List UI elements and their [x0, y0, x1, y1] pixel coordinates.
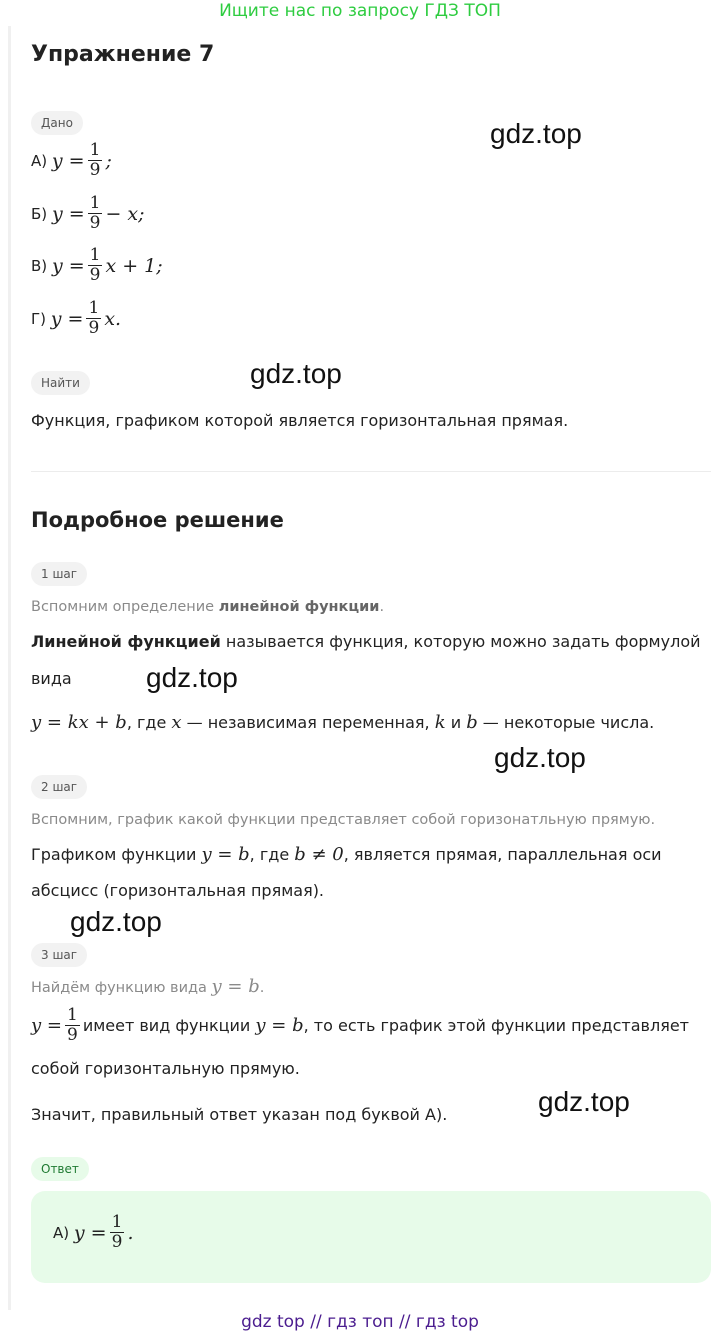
- step-text: имеет вид функции: [82, 1015, 251, 1035]
- option-lhs: y =: [50, 307, 84, 330]
- denominator: 9: [89, 213, 101, 233]
- option-lhs: y =: [51, 149, 85, 172]
- given-chip: Дано: [31, 111, 83, 135]
- option-v: [31, 246, 163, 285]
- option-letter: Г): [31, 309, 46, 328]
- formula-text: , где: [126, 713, 172, 732]
- find-chip: Найти: [31, 371, 90, 395]
- denominator: 9: [89, 160, 101, 180]
- step-text: Графиком функции: [31, 845, 202, 864]
- denominator: 9: [89, 265, 101, 285]
- option-letter: Б): [31, 204, 48, 223]
- answer-formula: [53, 1213, 133, 1252]
- definition-text: называется функция, которую можно задать формулой: [220, 632, 701, 651]
- solution-title: Подробное решение: [31, 508, 284, 532]
- step-2-text-line2: абсцисс (горизонтальная прямая).: [31, 881, 325, 900]
- step-2-text: [31, 844, 662, 866]
- watermark: gdz.top: [146, 662, 238, 693]
- footer-links[interactable]: gdz top // гдз топ // гдз top: [241, 1312, 479, 1332]
- step-2-hint: Вспомним, график какой функции представляет собой горизонатльную прямую.: [31, 812, 656, 828]
- watermark: gdz.top: [250, 358, 342, 389]
- option-letter: В): [31, 256, 48, 275]
- find-text: Функция, графиком которой является горизонтальная прямая.: [31, 411, 569, 430]
- numerator: 1: [111, 1212, 123, 1232]
- option-rest: x.: [104, 307, 122, 330]
- numerator: 1: [88, 298, 100, 318]
- step-1-chip: 1 шаг: [31, 562, 87, 586]
- step-3-text: [31, 1006, 689, 1045]
- step-1-definition: [31, 631, 701, 653]
- hint-text: Найдём функцию вида: [31, 980, 212, 996]
- hint-suffix: .: [379, 599, 385, 615]
- top-banner: Ищите нас по запросу ГДЗ ТОП: [219, 1, 501, 21]
- hint-suffix: .: [259, 980, 265, 996]
- step-3-chip: 3 шаг: [31, 943, 87, 967]
- formula-text: — независимая переменная,: [181, 713, 435, 732]
- var-b: b: [466, 712, 478, 733]
- definition-term: Линейной функцией: [31, 632, 221, 651]
- answer-chip: Ответ: [31, 1157, 89, 1181]
- step-1-definition-line2: вида: [31, 669, 72, 688]
- option-g: [31, 299, 121, 338]
- denominator: 9: [88, 318, 100, 338]
- option-lhs: y =: [51, 254, 85, 277]
- hint-bold: линейной функции: [218, 599, 380, 615]
- option-a: [31, 141, 112, 180]
- fraction: [110, 1213, 125, 1252]
- numerator: 1: [89, 140, 101, 160]
- option-lhs: y =: [51, 202, 85, 225]
- option-rest: ;: [105, 149, 112, 172]
- divider: [31, 471, 711, 472]
- option-lhs: y =: [73, 1221, 107, 1244]
- option-rest: .: [127, 1221, 134, 1244]
- option-letter: А): [31, 151, 48, 170]
- denominator: 9: [111, 1232, 123, 1252]
- watermark: gdz.top: [494, 742, 586, 773]
- var-k: k: [434, 712, 446, 733]
- step-1-formula: [31, 712, 654, 734]
- fraction: [88, 141, 103, 180]
- fraction: [86, 299, 101, 338]
- step-3-hint: [31, 976, 264, 999]
- var-x: x: [171, 712, 182, 733]
- option-letter: А): [53, 1223, 70, 1242]
- step-text: , где: [249, 845, 295, 864]
- fraction: [88, 194, 103, 233]
- watermark: gdz.top: [490, 118, 582, 149]
- formula: y = kx + b: [31, 712, 127, 733]
- hint-text: Вспомним определение: [31, 599, 219, 615]
- math-expr: y = b: [255, 1014, 304, 1036]
- math-expr: y = b: [201, 844, 250, 865]
- step-1-hint: [31, 596, 384, 618]
- math-expr: y =: [31, 1014, 62, 1036]
- answer-box: [31, 1191, 711, 1283]
- numerator: 1: [66, 1005, 78, 1025]
- exercise-title: Упражнение 7: [31, 42, 215, 67]
- numerator: 1: [89, 193, 101, 213]
- option-rest: x + 1;: [105, 254, 163, 277]
- fraction: [88, 246, 103, 285]
- step-3-text-line2: собой горизонтальную прямую.: [31, 1059, 300, 1078]
- option-rest: − x;: [105, 202, 145, 225]
- math-expr: y = b: [211, 976, 260, 997]
- step-2-chip: 2 шаг: [31, 775, 87, 799]
- formula-text: — некоторые числа.: [477, 713, 655, 732]
- watermark: gdz.top: [70, 906, 162, 937]
- watermark: gdz.top: [538, 1086, 630, 1117]
- math-expr: b ≠ 0: [294, 844, 344, 865]
- option-b: [31, 194, 145, 233]
- step-text: , является прямая, параллельная оси: [343, 845, 662, 864]
- fraction: [65, 1006, 80, 1045]
- step-3-conclusion: Значит, правильный ответ указан под буквой А).: [31, 1105, 448, 1124]
- step-text: , то есть график этой функции представляет: [303, 1015, 689, 1035]
- formula-text: и: [445, 713, 467, 732]
- numerator: 1: [89, 245, 101, 265]
- denominator: 9: [66, 1025, 78, 1045]
